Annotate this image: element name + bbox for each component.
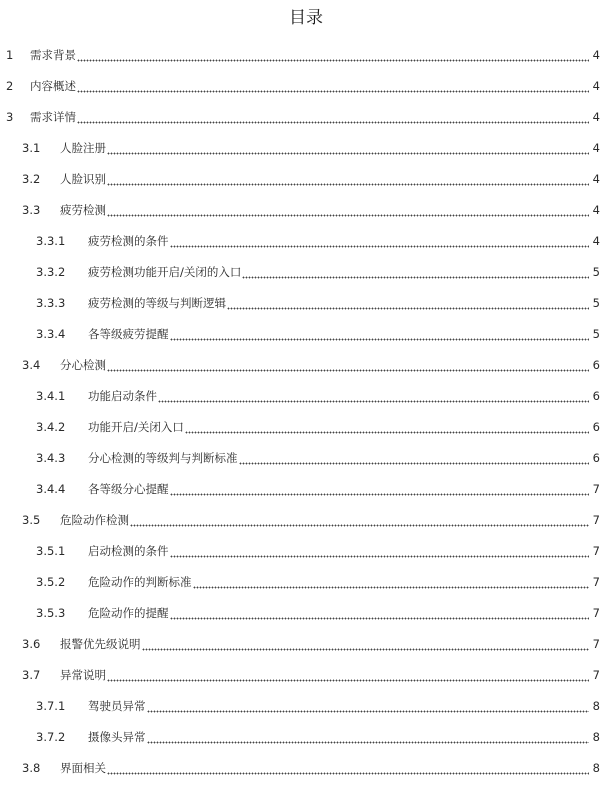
toc-entry-3-3[interactable] (22, 200, 600, 220)
toc-entry-number: 3.5 (22, 513, 41, 527)
toc-entry-page-number: 6 (592, 389, 600, 403)
toc-entry-page-number: 4 (592, 79, 600, 93)
toc-entry-title: 疲劳检测功能开启/关闭的入口 (88, 265, 242, 279)
toc-entry-3-5[interactable] (22, 510, 600, 530)
toc-entry-page-number: 5 (592, 296, 600, 310)
toc-entry-3-2[interactable] (22, 169, 600, 189)
toc-entry-number: 3.3.2 (36, 265, 66, 279)
toc-entry-page-number: 8 (592, 730, 600, 744)
toc-entry-page-number: 4 (592, 48, 600, 62)
toc-entry-3-3-2[interactable] (36, 262, 600, 282)
toc-entry-number: 3.3 (22, 203, 41, 217)
dot-leader (77, 107, 589, 127)
toc-entry-3-5-3[interactable] (36, 603, 600, 623)
toc-entry-3-1[interactable] (22, 138, 600, 158)
toc-entry-title: 功能启动条件 (88, 389, 157, 403)
toc-entry-title: 危险动作的提醒 (88, 606, 169, 620)
toc-entry-3-3-3[interactable] (36, 293, 600, 313)
toc-entry-title: 人脸识别 (60, 172, 106, 186)
toc-entry-title: 异常说明 (60, 668, 106, 682)
dot-leader (158, 386, 589, 406)
dot-leader (107, 169, 589, 189)
dot-leader (107, 200, 589, 220)
toc-entry-title: 报警优先级说明 (60, 637, 141, 651)
toc-entry-title: 摄像头异常 (88, 730, 146, 744)
toc-entry-page-number: 4 (592, 203, 600, 217)
toc-entry-page-number: 4 (592, 110, 600, 124)
toc-entry-number: 3.7 (22, 668, 41, 682)
dot-leader (107, 665, 589, 685)
toc-entry-title: 疲劳检测 (60, 203, 106, 217)
toc-entry-page-number: 7 (592, 668, 600, 682)
dot-leader (170, 324, 590, 344)
toc-entry-number: 3.3.3 (36, 296, 66, 310)
toc-entry-2[interactable] (6, 76, 600, 96)
toc-entry-number: 3.1 (22, 141, 41, 155)
toc-entry-title: 分心检测的等级判与判断标准 (88, 451, 238, 465)
toc-entry-page-number: 6 (592, 420, 600, 434)
toc-entry-page-number: 6 (592, 358, 600, 372)
toc-entry-3-5-1[interactable] (36, 541, 600, 561)
toc-entry-title: 功能开启/关闭入口 (88, 420, 184, 434)
toc-entry-page-number: 7 (592, 513, 600, 527)
dot-leader (170, 541, 590, 561)
toc-entry-number: 3.7.1 (36, 699, 66, 713)
toc-entry-3-5-2[interactable] (36, 572, 600, 592)
toc-entry-3-3-1[interactable] (36, 231, 600, 251)
toc-entry-3-6[interactable] (22, 634, 600, 654)
toc-entry-number: 3.3.1 (36, 234, 66, 248)
toc-entry-number: 3.5.3 (36, 606, 66, 620)
toc-entry-title: 各等级分心提醒 (88, 482, 169, 496)
toc-entry-page-number: 7 (592, 544, 600, 558)
dot-leader (170, 603, 590, 623)
toc-entry-number: 3.5.1 (36, 544, 66, 558)
dot-leader (77, 76, 589, 96)
dot-leader (170, 479, 590, 499)
toc-entry-title: 危险动作检测 (60, 513, 129, 527)
toc-entry-3-3-4[interactable] (36, 324, 600, 344)
toc-entry-page-number: 7 (592, 637, 600, 651)
toc-entry-title: 疲劳检测的等级与判断逻辑 (88, 296, 226, 310)
toc-entry-3-4-1[interactable] (36, 386, 600, 406)
toc-entry-title: 界面相关 (60, 761, 106, 775)
dot-leader (193, 572, 590, 592)
toc-entry-number: 3.4.1 (36, 389, 66, 403)
dot-leader (239, 448, 590, 468)
toc-entry-number: 3.2 (22, 172, 41, 186)
toc-entry-title: 人脸注册 (60, 141, 106, 155)
toc-entry-number: 3.6 (22, 637, 41, 651)
toc-entry-3-7-2[interactable] (36, 727, 600, 747)
toc-entry-3-7[interactable] (22, 665, 600, 685)
toc-entry-3-4-2[interactable] (36, 417, 600, 437)
dot-leader (170, 231, 590, 251)
toc-entry-number: 3.3.4 (36, 327, 66, 341)
dot-leader (130, 510, 589, 530)
toc-entry-number: 3.5.2 (36, 575, 66, 589)
toc-entry-number: 3 (6, 110, 14, 124)
dot-leader (242, 262, 589, 282)
toc-entry-title: 需求背景 (30, 48, 76, 62)
toc-entry-number: 2 (6, 79, 14, 93)
toc-entry-page-number: 4 (592, 234, 600, 248)
toc-entry-title: 启动检测的条件 (88, 544, 169, 558)
toc-entry-page-number: 5 (592, 327, 600, 341)
toc-entry-number: 3.4.2 (36, 420, 66, 434)
toc-entry-3-4[interactable] (22, 355, 600, 375)
dot-leader (185, 417, 589, 437)
toc-entry-title: 疲劳检测的条件 (88, 234, 169, 248)
dot-leader (107, 138, 589, 158)
toc-entry-page-number: 7 (592, 482, 600, 496)
toc-entry-page-number: 7 (592, 575, 600, 589)
toc-entry-number: 3.7.2 (36, 730, 66, 744)
toc-entry-3-4-3[interactable] (36, 448, 600, 468)
toc-entry-page-number: 5 (592, 265, 600, 279)
dot-leader (142, 634, 590, 654)
toc-entry-3-4-4[interactable] (36, 479, 600, 499)
dot-leader (107, 355, 589, 375)
toc-entry-page-number: 7 (592, 606, 600, 620)
toc-entry-title: 分心检测 (60, 358, 106, 372)
toc-title: 目录 (289, 8, 323, 28)
toc-entry-1[interactable] (6, 45, 600, 65)
dot-leader (227, 293, 589, 313)
dot-leader (147, 727, 590, 747)
toc-entry-page-number: 6 (592, 451, 600, 465)
toc-entry-page-number: 4 (592, 141, 600, 155)
dot-leader (147, 696, 590, 716)
toc-entry-title: 内容概述 (30, 79, 76, 93)
toc-entry-3-7-1[interactable] (36, 696, 600, 716)
toc-entry-3-8[interactable] (22, 758, 600, 778)
toc-entry-number: 3.4 (22, 358, 41, 372)
toc-entry-number: 3.4.3 (36, 451, 66, 465)
toc-entry-page-number: 8 (592, 761, 600, 775)
toc-entry-number: 1 (6, 48, 14, 62)
toc-entry-title: 需求详情 (30, 110, 76, 124)
toc-entry-3[interactable] (6, 107, 600, 127)
toc-entry-number: 3.4.4 (36, 482, 66, 496)
toc-entry-title: 驾驶员异常 (88, 699, 146, 713)
dot-leader (77, 45, 589, 65)
dot-leader (107, 758, 589, 778)
toc-entry-title: 危险动作的判断标准 (88, 575, 192, 589)
toc-entry-title: 各等级疲劳提醒 (88, 327, 169, 341)
toc-entry-number: 3.8 (22, 761, 41, 775)
toc-entry-page-number: 4 (592, 172, 600, 186)
toc-entry-page-number: 8 (592, 699, 600, 713)
